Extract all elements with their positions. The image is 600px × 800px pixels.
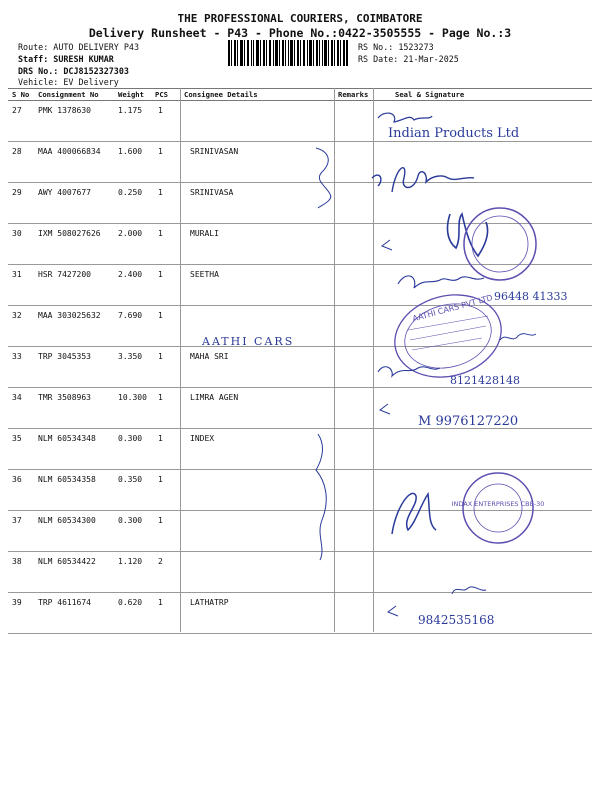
signature-rows-36-37: [392, 493, 436, 534]
indian-products-handwriting: Indian Products Ltd: [388, 126, 520, 141]
cell-consignee: SEETHA: [190, 270, 219, 279]
cell-consignment-no: MAA 303025632: [38, 311, 101, 320]
cell-consignment-no: TRP 4611674: [38, 598, 91, 607]
index-stamp-text: INDAX ENTERPRISES CBE-30: [451, 500, 545, 508]
cell-sno: 36: [12, 475, 22, 484]
phone-row-34: M 9976127220: [418, 414, 519, 429]
cell-consignment-no: AWY 4007677: [38, 188, 91, 197]
runsheet-subtitle: Delivery Runsheet - P43 - Phone No.:0422-3505555 - Page No.:3: [88, 26, 512, 40]
cell-consignee: SRINIVASA: [190, 188, 234, 197]
brace-mark: [316, 148, 331, 208]
cell-consignment-no: PMK 1378630: [38, 106, 91, 115]
cell-sno: 28: [12, 147, 22, 156]
cell-consignee: INDEX: [190, 434, 215, 443]
cell-pcs: 1: [158, 434, 163, 443]
col-header-seal: Seal & Signature: [395, 90, 465, 99]
aathi-cars-stamp-text: AATHI CARS PVT LTD: [411, 293, 494, 324]
phone-row-33: 8121428148: [450, 374, 520, 387]
cell-consignee: LIMRA AGEN: [190, 393, 239, 402]
signature-row-27: [378, 113, 432, 122]
cell-weight: 10.300: [118, 393, 147, 402]
cell-sno: 38: [12, 557, 22, 566]
cell-consignment-no: HSR 7427200: [38, 270, 91, 279]
company-title: THE PROFESSIONAL COURIERS, COIMBATORE: [177, 12, 423, 25]
staff-label: Staff: SURESH KUMAR: [18, 54, 114, 64]
cell-consignment-no: IXM 508027626: [38, 229, 101, 238]
cell-weight: 3.350: [118, 352, 143, 361]
cell-weight: 1.600: [118, 147, 143, 156]
cell-sno: 31: [12, 270, 22, 279]
col-header-weight: Weight: [118, 90, 144, 99]
cell-consignee: SRINIVASAN: [190, 147, 239, 156]
mark-row-39: [388, 606, 398, 616]
cell-pcs: 1: [158, 516, 163, 525]
cell-weight: 0.300: [118, 516, 143, 525]
vehicle-label: Vehicle: EV Delivery: [18, 77, 119, 87]
aathi-cars-handwriting: AATHI CARS: [202, 335, 295, 348]
cell-weight: 2.400: [118, 270, 143, 279]
signature-row-32: [500, 334, 536, 340]
cell-sno: 35: [12, 434, 22, 443]
cell-pcs: 1: [158, 393, 163, 402]
cell-pcs: 1: [158, 475, 163, 484]
route-label: Route: AUTO DELIVERY P43: [18, 42, 140, 52]
mark-row-34: [380, 404, 390, 414]
cell-consignment-no: TRP 3045353: [38, 352, 91, 361]
cell-sno: 34: [12, 393, 22, 402]
col-header-consignment: Consignment No: [38, 90, 99, 99]
cell-consignee: LATHATRP: [190, 598, 229, 607]
cell-sno: 27: [12, 106, 22, 115]
cell-sno: 33: [12, 352, 22, 361]
cell-weight: 1.120: [118, 557, 143, 566]
cell-weight: 1.175: [118, 106, 143, 115]
cell-consignment-no: NLM 60534358: [38, 475, 96, 484]
round-stamp-inner: [472, 216, 528, 272]
brace-mark: [316, 434, 326, 560]
cell-weight: 0.250: [118, 188, 143, 197]
col-header-consignee: Consignee Details: [184, 90, 258, 99]
cell-sno: 37: [12, 516, 22, 525]
cell-sno: 32: [12, 311, 22, 320]
cell-pcs: 1: [158, 229, 163, 238]
rs-date: RS Date: 21-Mar-2025: [358, 54, 459, 64]
drs-number: DRS No.: DCJ8152327303: [18, 66, 129, 76]
cell-weight: 7.690: [118, 311, 143, 320]
cell-weight: 0.620: [118, 598, 143, 607]
phone-row-31: 96448 41333: [494, 290, 568, 303]
rs-number: RS No.: 1523273: [358, 42, 434, 52]
cell-pcs: 1: [158, 352, 163, 361]
cell-pcs: 1: [158, 147, 163, 156]
col-header-remarks: Remarks: [338, 90, 369, 99]
cell-weight: 2.000: [118, 229, 143, 238]
signature-row-39: [452, 587, 486, 594]
cell-pcs: 1: [158, 270, 163, 279]
cell-pcs: 1: [158, 106, 163, 115]
cell-consignment-no: NLM 60534300: [38, 516, 96, 525]
cell-consignee: MURALI: [190, 229, 219, 238]
round-stamp: [464, 208, 536, 280]
cell-pcs: 1: [158, 188, 163, 197]
cell-sno: 39: [12, 598, 22, 607]
cell-pcs: 2: [158, 557, 163, 566]
cell-consignment-no: MAA 400066834: [38, 147, 101, 156]
cell-weight: 0.350: [118, 475, 143, 484]
signature-row-28-29: [372, 168, 474, 192]
signature-row-31: [398, 276, 484, 288]
signature-row-30: [448, 214, 488, 256]
cell-consignee: MAHA SRI: [190, 352, 229, 361]
cell-pcs: 1: [158, 598, 163, 607]
cell-sno: 29: [12, 188, 22, 197]
col-header-pcs: PCS: [155, 90, 168, 99]
cell-consignment-no: TMR 3508963: [38, 393, 91, 402]
cell-consignment-no: NLM 60534422: [38, 557, 96, 566]
cell-consignment-no: NLM 60534348: [38, 434, 96, 443]
cell-pcs: 1: [158, 311, 163, 320]
col-header-sno: S No: [12, 90, 30, 99]
cell-weight: 0.300: [118, 434, 143, 443]
mark-row-30: [382, 240, 392, 250]
index-stamp-outer: [463, 473, 533, 543]
phone-row-39: 9842535168: [418, 613, 495, 627]
index-stamp-inner: [474, 484, 522, 532]
cell-sno: 30: [12, 229, 22, 238]
